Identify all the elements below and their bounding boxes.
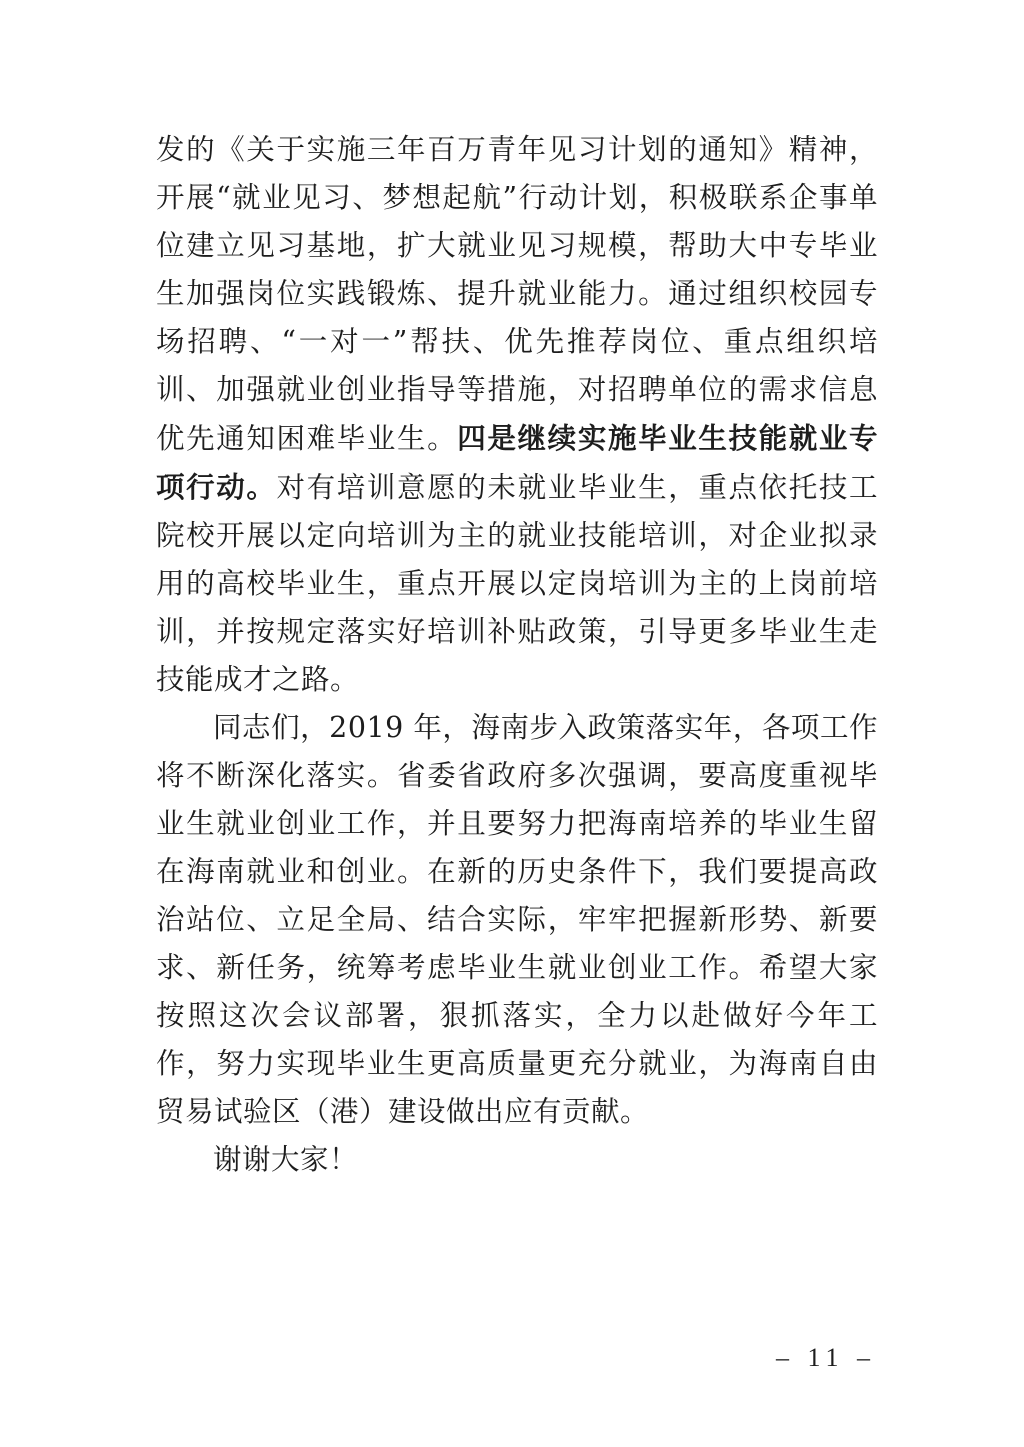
- text-run-bold: 四是继续实施毕业生技能就业专项行动。: [156, 421, 878, 504]
- paragraph: [156, 704, 878, 1136]
- text-run: 谢谢大家！: [213, 1143, 359, 1176]
- page-number: – 11 –: [775, 1343, 876, 1372]
- text-run: 发的《关于实施三年百万青年见习计划的通知》精神，开展“就业见习、梦想起航”行动计划，积极联系企事单位建立见习基地，扩大就业见习规模，帮助大中专毕业生加强岗位实践锻炼、提升就业能力。通过组织校园专场招聘、“一对一”帮扶、优先推荐岗位、重点组织培训、加强就业创业指导等措施，对招聘单位的需求信息优先通知困难毕业生。: [156, 133, 878, 455]
- text-run: 对有培训意愿的未就业毕业生，重点依托技工院校开展以定向培训为主的就业技能培训，对企业拟录用的高校毕业生，重点开展以定岗培训为主的上岗前培训，并按规定落实好培训补贴政策，引导更多毕业生走技能成才之路。: [156, 471, 878, 696]
- paragraph: [156, 1136, 878, 1184]
- document-body: [156, 126, 878, 1184]
- text-run: 同志们，2019 年，海南步入政策落实年，各项工作将不断深化落实。省委省政府多次强调，要高度重视毕业生就业创业工作，并且要努力把海南培养的毕业生留在海南就业和创业。在新的历史条件下，我们要提高政治站位、立足全局、结合实际，牢牢把握新形势、新要求、新任务，统筹考虑毕业生就业创业工作。希望大家按照这次会议部署，狠抓落实，全力以赴做好今年工作，努力实现毕业生更高质量更充分就业，为海南自由贸易试验区（港）建设做出应有贡献。: [156, 711, 878, 1128]
- paragraph: [156, 126, 878, 704]
